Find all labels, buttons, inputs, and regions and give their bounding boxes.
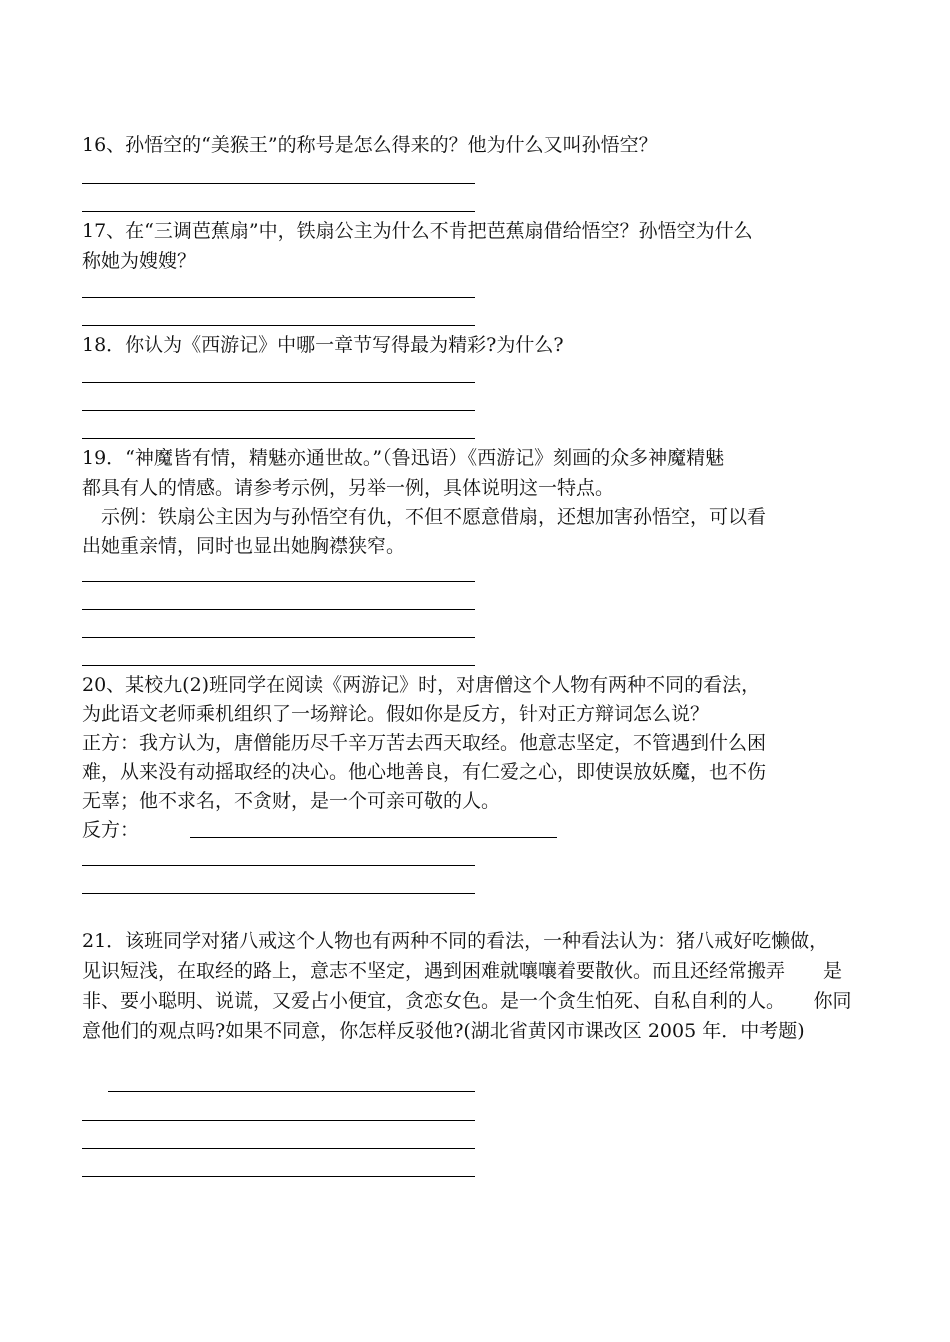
answer-line[interactable]	[82, 893, 475, 894]
answer-line[interactable]	[82, 438, 475, 439]
question-18: 18．你认为《西游记》中哪一章节写得最为精彩?为什么?	[82, 334, 564, 356]
answer-line[interactable]	[82, 211, 475, 212]
question-19-example-line-2: 出她重亲情，同时也显出她胸襟狭窄。	[82, 535, 406, 557]
question-17-line-2: 称她为嫂嫂？	[82, 250, 197, 272]
question-20-line-1: 20、某校九(2)班同学在阅读《两游记》时，对唐僧这个人物有两种不同的看法，	[82, 674, 761, 696]
answer-line[interactable]	[82, 637, 475, 638]
opposition-answer-line[interactable]	[190, 837, 557, 838]
answer-line[interactable]	[108, 1091, 475, 1092]
answer-line[interactable]	[82, 1120, 475, 1121]
answer-line[interactable]	[82, 382, 475, 383]
answer-line[interactable]	[82, 297, 475, 298]
answer-line[interactable]	[82, 581, 475, 582]
question-19-line-1: 19．“神魔皆有情，精魅亦通世故。”（鲁迅语）《西游记》刻画的众多神魔精魅	[82, 447, 725, 469]
question-20-proposition-line-2: 难，从来没有动摇取经的决心。他心地善良，有仁爱之心，即使误放妖魔，也不伤	[82, 761, 767, 783]
answer-line[interactable]	[82, 410, 475, 411]
question-19-example-line-1: 示例：铁扇公主因为与孙悟空有仇，不但不愿意借扇，还想加害孙悟空，可以看	[82, 506, 767, 528]
question-21: 21．该班同学对猪八戒这个人物也有两种不同的看法，一种看法认为：猪八戒好吃懒做， 见识短浅，在取经的路上，意志不坚定，遇到困难就嚷嚷着要散伙。而且还经常搬弄 是非、要小聪明、说谎，又爱占小便宜，贪恋女色。是一个贪生怕死、自私自利的人。 你同意他们的观点吗?如果不同意，你怎样反驳他?(湖北省黄冈市课改区 2005 年．中考题)	[82, 930, 857, 1042]
question-20-line-2: 为此语文老师乘机组织了一场辩论。假如你是反方，针对正方辩词怎么说？	[82, 703, 710, 725]
answer-line[interactable]	[82, 865, 475, 866]
answer-line[interactable]	[82, 1148, 475, 1149]
answer-line[interactable]	[82, 665, 475, 666]
question-19-line-2: 都具有人的情感。请参考示例，另举一例，具体说明这一特点。	[82, 477, 615, 499]
question-17-line-1: 17、在“三调芭蕉扇”中，铁扇公主为什么不肯把芭蕉扇借给悟空？孙悟空为什么	[82, 220, 753, 242]
question-20-proposition-line-1: 正方：我方认为，唐僧能历尽千辛万苦去西天取经。他意志坚定，不管遇到什么困	[82, 732, 767, 754]
question-20-proposition-line-3: 无辜；他不求名，不贪财，是一个可亲可敬的人。	[82, 790, 501, 812]
answer-line[interactable]	[82, 325, 475, 326]
answer-line[interactable]	[82, 609, 475, 610]
answer-line[interactable]	[82, 1176, 475, 1177]
opposition-label: 反方：	[82, 819, 140, 841]
question-16: 16、孙悟空的“美猴王”的称号是怎么得来的？他为什么又叫孙悟空？	[82, 134, 658, 156]
answer-line[interactable]	[82, 183, 475, 184]
